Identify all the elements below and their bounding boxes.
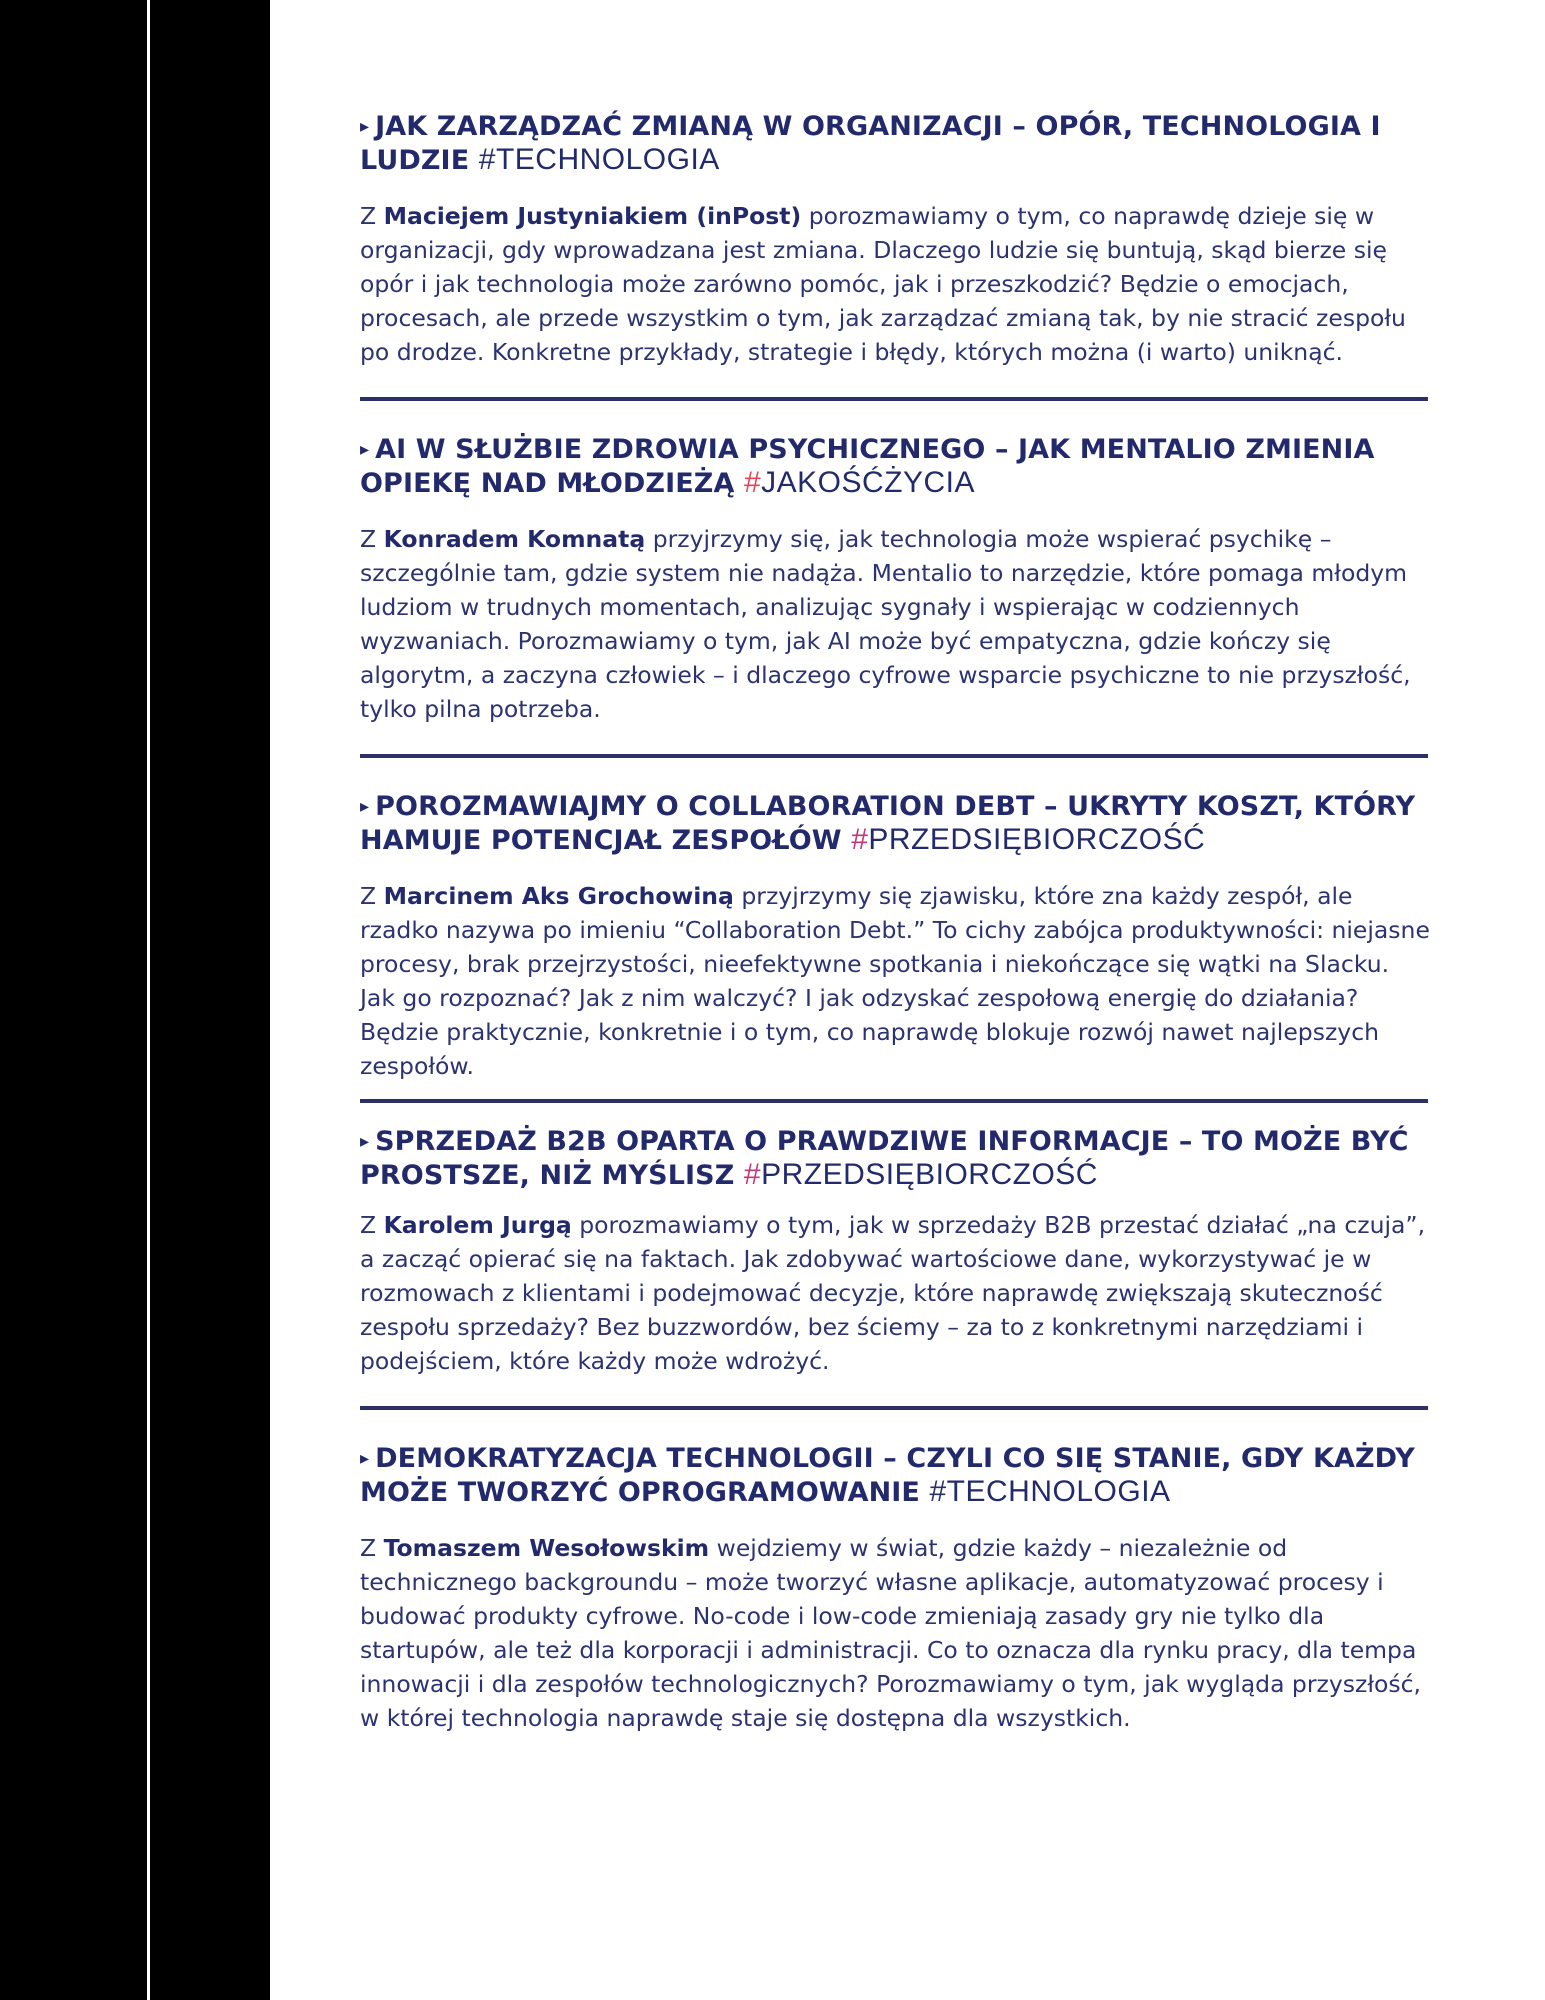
agenda-item-heading — [360, 110, 1430, 177]
heading-text: POROZMAWIAJMY O COLLABORATION DEBT – UKRYTY KOSZT, KTÓRY HAMUJE POTENCJAŁ ZESPOŁÓW — [360, 791, 1416, 856]
agenda-item-2 — [360, 433, 1430, 726]
heading-text: JAK ZARZĄDZAĆ ZMIANĄ W ORGANIZACJI – OPÓR, TECHNOLOGIA I LUDZIE — [360, 111, 1381, 176]
tag-text: TECHNOLOGIA — [495, 143, 720, 176]
agenda-item-heading — [360, 1442, 1430, 1509]
heading-text: SPRZEDAŻ B2B OPARTA O PRAWDZIWE INFORMACJE – TO MOŻE BYĆ PROSTSZE, NIŻ MYŚLISZ — [360, 1126, 1409, 1191]
section-divider — [360, 1406, 1428, 1410]
description-text: porozmawiamy o tym, jak w sprzedaży B2B przestać działać „na czuja”, a zacząć opierać się na faktach. Jak zdobywać wartościowe dane, wykorzystywać je w rozmowach z klientami i podejmować decyzje, które naprawdę zwiększają skuteczność zespołu sprzedaży? Bez buzzwordów, bez ściemy – za to z konkretnymi narzędziami i podejściem, które każdy może wdrożyć. — [360, 1211, 1426, 1375]
description-text: przyjrzymy się zjawisku, które zna każdy zespół, ale rzadko nazywa po imieniu “Collaboration Debt.” To cichy zabójca produktywności: niejasne procesy, brak przejrzystości, nieefektywne spotkania i niekończące się wątki na Slacku. Jak go rozpoznać? Jak z nim walczyć? I jak odzyskać zespołową energię do działania? Będzie praktycznie, konkretnie i o tym, co naprawdę blokuje rozwój nawet najlepszych zespołów. — [360, 882, 1430, 1080]
intro-text: Z — [360, 525, 384, 553]
triangle-bullet-icon: ▸ — [360, 116, 370, 137]
section-divider — [360, 397, 1428, 401]
hash-symbol: # — [478, 143, 496, 176]
heading-text: AI W SŁUŻBIE ZDROWIA PSYCHICZNEGO – JAK MENTALIO ZMIENIA OPIEKĘ NAD MŁODZIEŻĄ — [360, 434, 1375, 499]
triangle-bullet-icon: ▸ — [360, 1448, 370, 1469]
description-text: wejdziemy w świat, gdzie każdy – niezależnie od technicznego backgroundu – może tworzyć własne aplikacje, automatyzować procesy i budować produkty cyfrowe. No-code i low-code zmieniają zasady gry nie tylko dla startupów, ale też dla korporacji i administracji. Co to oznacza dla rynku pracy, dla tempa innowacji i dla zespołów technologicznych? Porozmawiamy o tym, jak wygląda przyszłość, w której technologia naprawdę staje się dostępna dla wszystkich. — [360, 1534, 1422, 1732]
agenda-item-heading — [360, 1125, 1430, 1192]
guest-name: Konradem Komnatą — [383, 525, 646, 553]
guest-name: Tomaszem Wesołowskim — [383, 1534, 710, 1562]
guest-name: Maciejem Justyniakiem (inPost) — [383, 202, 802, 230]
guest-name: Karolem Jurgą — [383, 1211, 572, 1239]
agenda-item-heading — [360, 433, 1430, 500]
guest-name: Marcinem Aks Grochowiną — [383, 882, 734, 910]
triangle-bullet-icon: ▸ — [360, 796, 370, 817]
triangle-bullet-icon: ▸ — [360, 439, 370, 460]
agenda-item-description — [360, 879, 1430, 1083]
heading-text: DEMOKRATYZACJA TECHNOLOGII – CZYLI CO SIĘ STANIE, GDY KAŻDY MOŻE TWORZYĆ OPROGRAMOWANIE — [360, 1443, 1415, 1508]
left-sidebar-decoration — [0, 0, 270, 2000]
hash-symbol: # — [929, 1475, 947, 1508]
agenda-item-3 — [360, 790, 1430, 1083]
agenda-item-4 — [360, 1125, 1430, 1378]
hash-symbol: # — [851, 823, 869, 856]
intro-text: Z — [360, 202, 384, 230]
agenda-item-1 — [360, 110, 1430, 369]
section-divider — [360, 754, 1428, 758]
description-text: przyjrzymy się, jak technologia może wspierać psychikę – szczególnie tam, gdzie system nie nadąża. Mentalio to narzędzie, które pomaga młodym ludziom w trudnych momentach, analizując sygnały i wspierając w codziennych wyzwaniach. Porozmawiamy o tym, jak AI może być empatyczna, gdzie kończy się algorytm, a zaczyna człowiek – i dlaczego cyfrowe wsparcie psychiczne to nie przyszłość, tylko pilna potrzeba. — [360, 525, 1411, 723]
intro-text: Z — [360, 1211, 384, 1239]
agenda-item-description — [360, 1531, 1430, 1735]
topic-tag — [851, 823, 1205, 856]
topic-tag — [744, 466, 975, 499]
topic-tag — [744, 1158, 1098, 1191]
triangle-bullet-icon: ▸ — [360, 1131, 370, 1152]
hash-symbol: # — [743, 1158, 762, 1191]
intro-text: Z — [360, 882, 384, 910]
intro-text: Z — [360, 1534, 384, 1562]
sidebar-white-stripe — [147, 0, 150, 2000]
section-divider — [360, 1099, 1428, 1103]
agenda-item-description — [360, 1208, 1430, 1378]
tag-text: JAKOŚĆŻYCIA — [761, 466, 976, 499]
agenda-item-heading — [360, 790, 1430, 857]
agenda-item-description — [360, 199, 1430, 369]
hash-symbol: # — [743, 466, 762, 499]
tag-text: PRZEDSIĘBIORCZOŚĆ — [761, 1158, 1098, 1191]
topic-tag — [479, 143, 720, 176]
topic-tag — [929, 1475, 1170, 1508]
tag-text: TECHNOLOGIA — [946, 1475, 1171, 1508]
description-text: porozmawiamy o tym, co naprawdę dzieje się w organizacji, gdy wprowadzana jest zmiana. Dlaczego ludzie się buntują, skąd bierze się opór i jak technologia może zarówno pomóc, jak i przeszkodzić? Będzie o emocjach, procesach, ale przede wszystkim o tym, jak zarządzać zmianą tak, by nie stracić zespołu po drodze. Konkretne przykłady, strategie i błędy, których można (i warto) uniknąć. — [360, 202, 1406, 366]
tag-text: PRZEDSIĘBIORCZOŚĆ — [868, 823, 1206, 856]
agenda-item-description — [360, 522, 1430, 726]
agenda-item-5 — [360, 1442, 1430, 1735]
agenda-content — [360, 110, 1430, 1735]
